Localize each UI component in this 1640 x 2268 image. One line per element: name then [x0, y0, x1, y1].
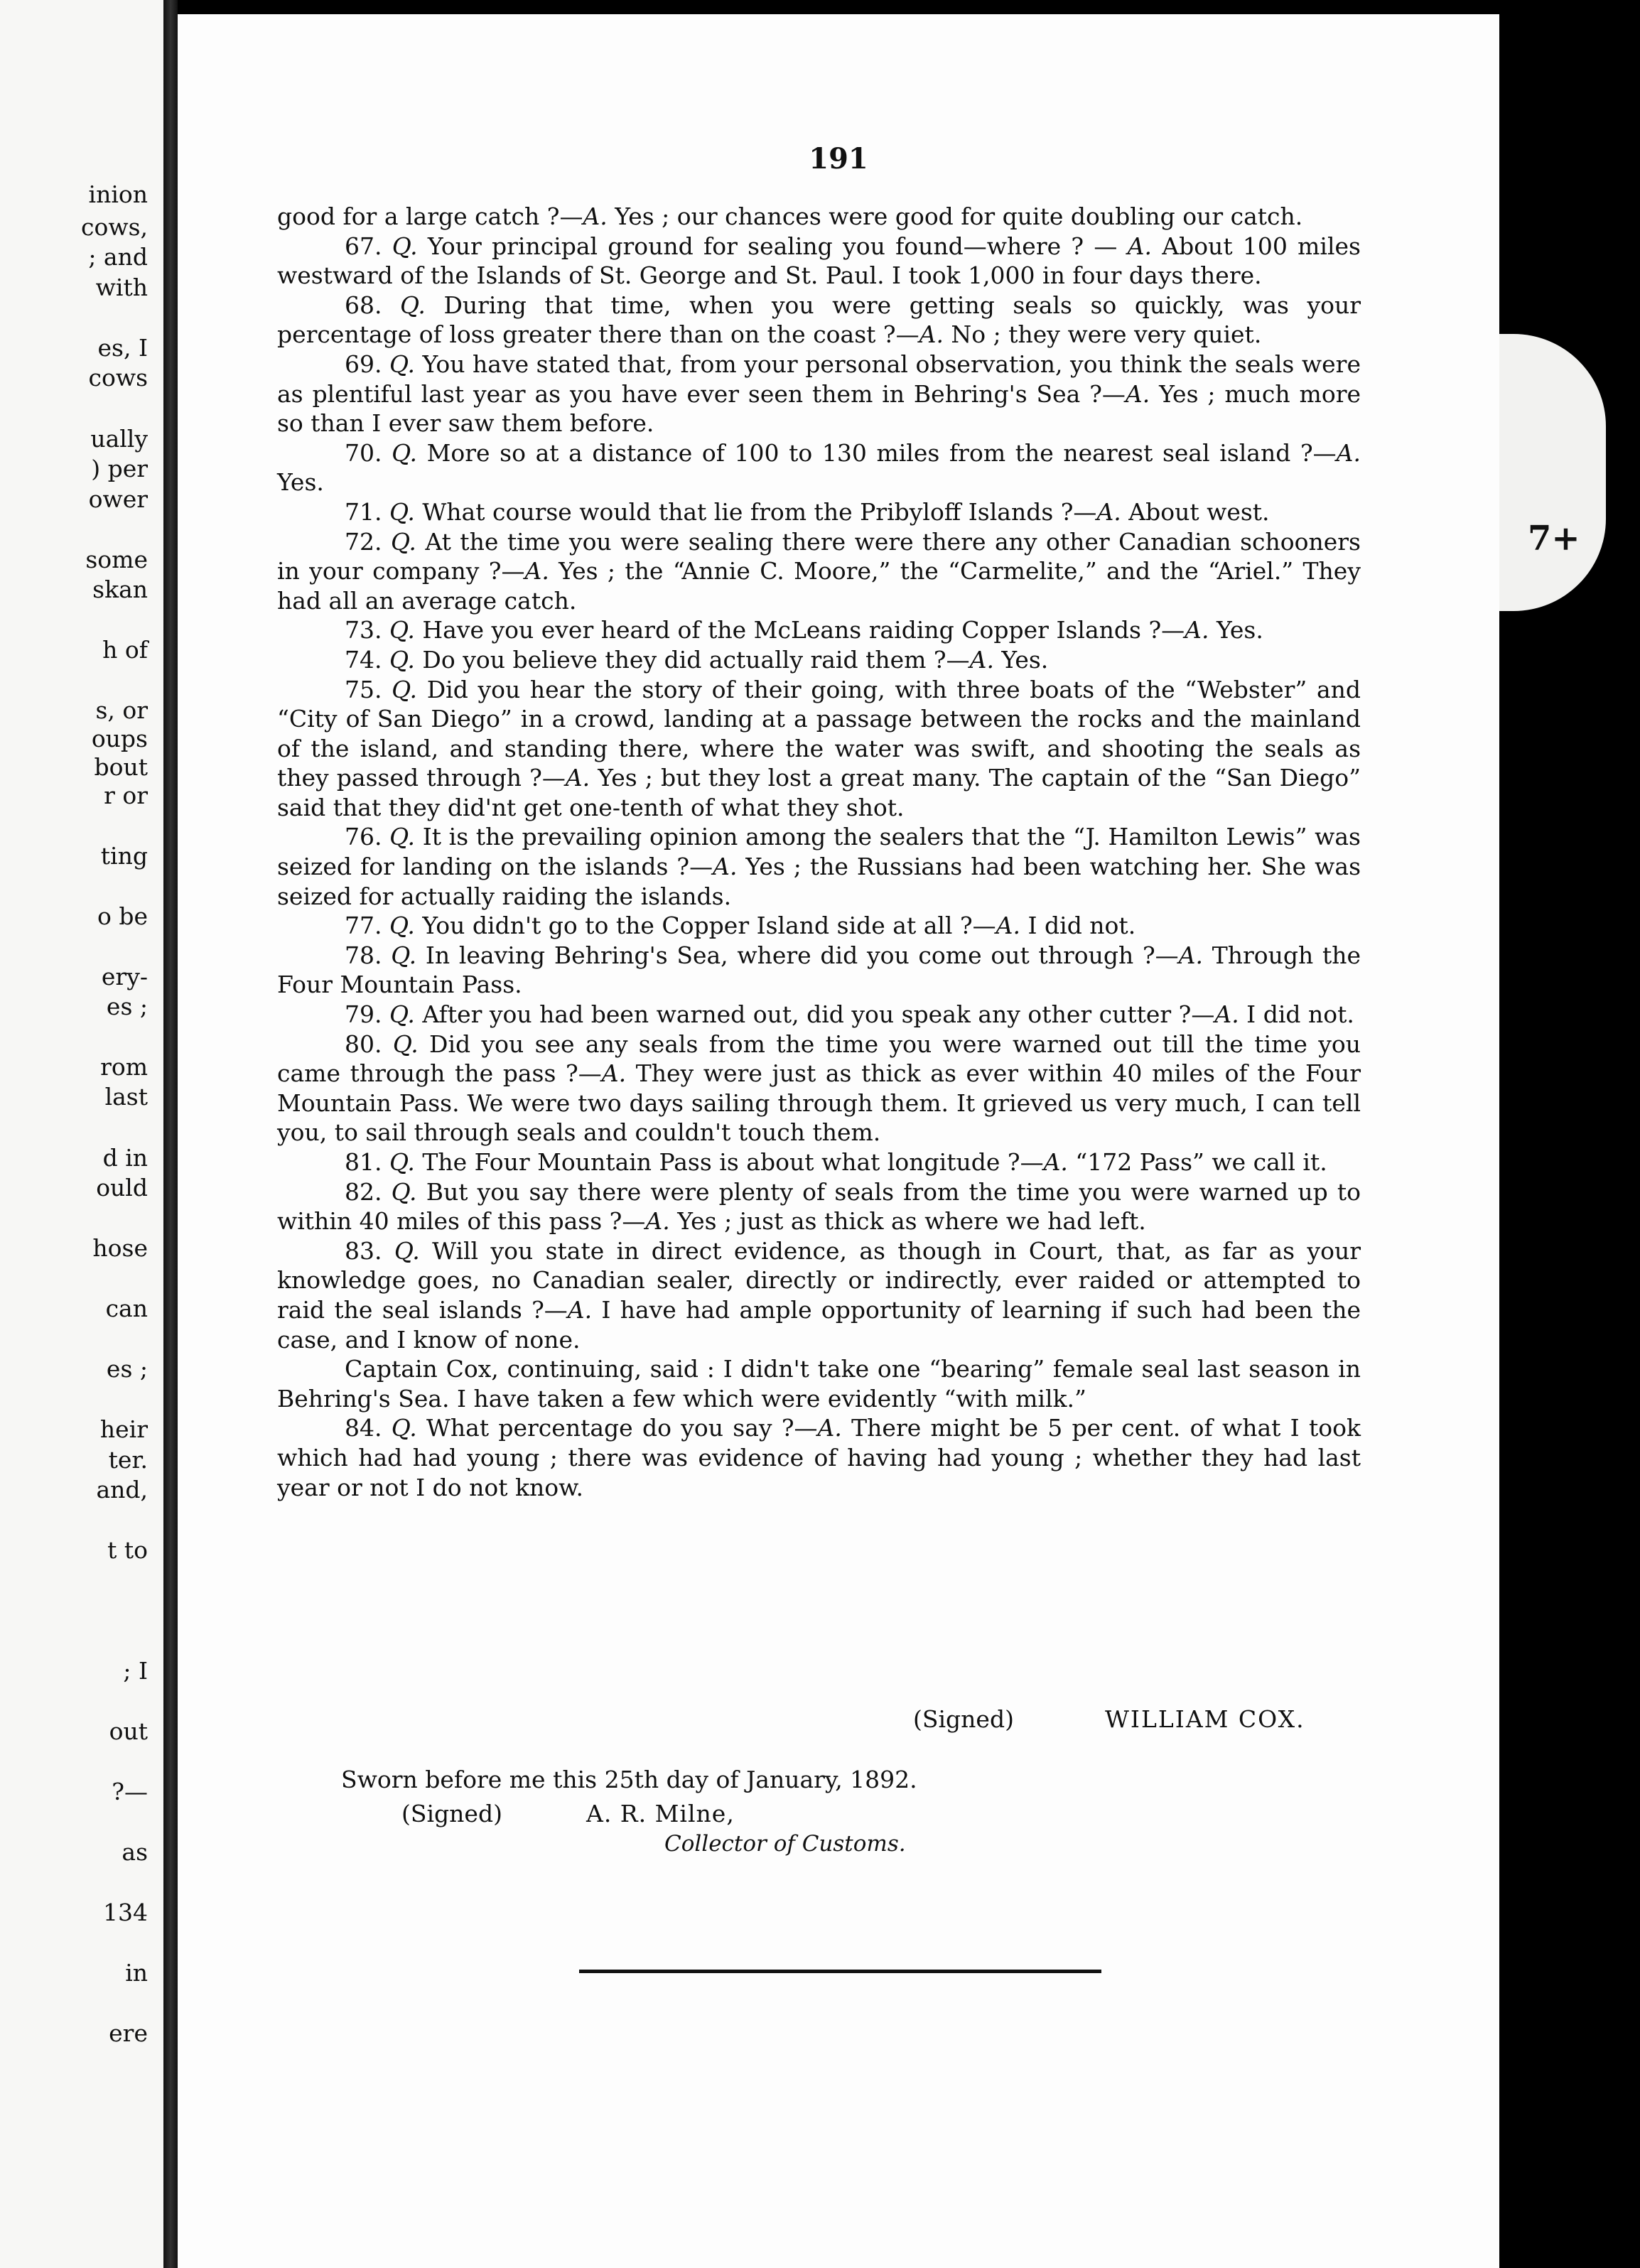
sworn-statement: Sworn before me this 25th day of January, 1892.	[341, 1766, 917, 1793]
signature-row	[178, 1705, 1499, 1741]
paragraph	[277, 527, 1361, 616]
paragraph-text: 67.	[345, 232, 392, 260]
paragraph-text: The Four Mountain Pass is about what longitude ?—	[414, 1148, 1044, 1176]
speaker-marker: A.	[1125, 379, 1150, 408]
speaker-marker: Q.	[394, 1236, 420, 1265]
paragraph-text: 80.	[345, 1030, 393, 1058]
speaker-marker: A.	[1178, 941, 1203, 969]
paragraph-text: I have had ample opportunity of learning if such had been the case, and I know of none.	[277, 1295, 1361, 1354]
paragraph-text: Yes ; much more so than I ever saw them before.	[277, 379, 1361, 438]
paragraph	[277, 202, 1361, 232]
left-page-text-fragment: r or	[104, 782, 148, 809]
paragraph	[277, 1236, 1361, 1354]
paragraph-text: Yes ; the Russians had been watching her. She was seized for actually raiding the islands.	[277, 853, 1361, 910]
paragraph-text: There might be 5 per cent. of what I took which had had young ; there was evidence of having had young ; whether they had last year or not I do not know.	[277, 1414, 1361, 1501]
speaker-marker: Q.	[389, 912, 415, 940]
speaker-marker: A.	[713, 853, 738, 881]
left-page-text-fragment: bout	[94, 753, 148, 781]
left-page-text-fragment: with	[95, 274, 148, 301]
speaker-marker: Q.	[389, 1148, 415, 1176]
left-page-text-fragment: ould	[96, 1174, 148, 1202]
paragraph-text: 83.	[345, 1236, 394, 1265]
speaker-marker: Q.	[400, 291, 426, 319]
paragraph-text: 84.	[345, 1414, 392, 1442]
page-gutter	[163, 0, 178, 2268]
speaker-marker: A.	[524, 557, 549, 585]
paragraph-text: 75.	[345, 675, 392, 703]
paragraph-text: “172 Pass” we call it.	[1067, 1148, 1327, 1176]
paragraph-text: Yes.	[993, 645, 1049, 674]
speaker-marker: Q.	[389, 616, 415, 644]
paragraph-text: Captain Cox, continuing, said : I didn't take one “bearing” female seal last season in Behring's Sea. I have taken a few which were evidently “with milk.”	[277, 1355, 1361, 1413]
left-page-text-fragment: es ;	[106, 993, 148, 1020]
left-page-text-fragment: inion	[88, 180, 148, 208]
left-page-text-fragment: last	[104, 1083, 148, 1111]
paragraph-text: 71.	[345, 497, 389, 526]
sworn-signed-label: (Signed)	[401, 1800, 502, 1827]
left-page-text-fragment: 134	[103, 1899, 148, 1926]
paragraph-text: Yes.	[277, 468, 324, 497]
paragraph	[277, 911, 1361, 941]
closing-rule	[579, 1970, 1101, 1973]
left-page-text-fragment: h of	[102, 636, 148, 664]
speaker-marker: A.	[969, 645, 994, 674]
speaker-marker: A.	[1096, 497, 1121, 526]
paragraph	[277, 497, 1361, 527]
paragraph-text: 81.	[345, 1148, 389, 1176]
left-page-text-fragment: t to	[107, 1536, 148, 1564]
paragraph-text: Yes ; our chances were good for quite doubling our catch.	[607, 202, 1303, 230]
paragraph-text: In leaving Behring's Sea, where did you come out through ?—	[416, 941, 1179, 969]
paragraph-text: About 100 miles westward of the Islands of St. George and St. Paul. I took 1,000 in four days there.	[277, 232, 1361, 290]
paragraph-text: 74.	[345, 645, 389, 674]
paragraph	[277, 941, 1361, 1000]
tab-label: 7+	[1528, 519, 1580, 558]
left-page-text-fragment: as	[122, 1838, 148, 1866]
paragraph-text: At the time you were sealing there were there any other Canadian schooners in your company ?—	[277, 527, 1361, 585]
paragraph	[277, 350, 1361, 438]
left-page-text-fragment: oups	[91, 725, 148, 752]
speaker-marker: Q.	[389, 497, 415, 526]
paragraph-text: What course would that lie from the Pribyloff Islands ?—	[414, 497, 1097, 526]
paragraph	[277, 1030, 1361, 1148]
left-page-text-fragment: skan	[92, 576, 148, 603]
speaker-marker: A.	[1043, 1148, 1068, 1176]
left-page-text-fragment: rom	[100, 1053, 148, 1081]
paragraph	[277, 438, 1361, 497]
signature-label: (Signed)	[913, 1705, 1014, 1733]
paragraph-text: You have stated that, from your personal observation, you think the seals were as plentiful last year as you have ever seen them in Behring's Sea ?—	[277, 350, 1361, 408]
page-tab	[1499, 334, 1606, 611]
paragraph-text: You didn't go to the Copper Island side at all ?—	[414, 912, 996, 940]
paragraph-text: Do you believe they did actually raid them ?—	[414, 645, 970, 674]
speaker-marker: Q.	[391, 1177, 417, 1206]
speaker-marker: Q.	[389, 645, 415, 674]
paragraph-text: Did you see any seals from the time you were warned out till the time you came through the pass ?—	[277, 1030, 1361, 1088]
speaker-marker: A.	[919, 320, 944, 349]
speaker-marker: Q.	[391, 941, 417, 969]
paragraph-text: 70.	[345, 438, 392, 467]
paragraph	[277, 291, 1361, 350]
speaker-marker: A.	[1336, 438, 1361, 467]
speaker-marker: Q.	[391, 1414, 417, 1442]
speaker-marker: Q.	[392, 438, 417, 467]
paragraph-text: 79.	[345, 1000, 389, 1029]
speaker-marker: Q.	[389, 1000, 415, 1029]
left-page-fragment	[0, 0, 163, 2268]
paragraph	[277, 1000, 1361, 1030]
paragraph-text: good for a large catch ?—	[277, 202, 583, 230]
paragraph	[277, 675, 1361, 823]
paragraph-text: 68.	[345, 291, 401, 319]
left-page-text-fragment: d in	[102, 1144, 148, 1172]
left-page-text-fragment: ting	[100, 842, 148, 870]
paragraph-text: I did not.	[1239, 1000, 1354, 1029]
left-page-text-fragment: ery-	[101, 963, 148, 990]
paragraph-text: Your principal ground for sealing you found—where ? —	[417, 232, 1128, 260]
paragraph	[277, 1354, 1361, 1413]
paragraph-text: 76.	[345, 823, 390, 851]
paragraph-text: It is the prevailing opinion among the sealers that the “J. Hamilton Lewis” was seized for landing on the islands ?—	[277, 823, 1361, 881]
paragraph-text: 78.	[345, 941, 392, 969]
paragraph-text: Will you state in direct evidence, as though in Court, that, as far as your knowledge goes, no Canadian sealer, directly or indirectly, ever raided or attempted to raid the seal islands ?—	[277, 1236, 1361, 1324]
left-page-text-fragment: some	[85, 546, 148, 573]
paragraph-text: Yes ; just as thick as where we had left.	[669, 1207, 1146, 1236]
speaker-marker: A.	[1185, 616, 1209, 644]
left-page-text-fragment: es ;	[106, 1355, 148, 1383]
paragraph	[277, 615, 1361, 645]
speaker-marker: A.	[996, 912, 1020, 940]
left-page-text-fragment: hose	[92, 1234, 148, 1262]
paragraph-text: What percentage do you say ?—	[416, 1414, 818, 1442]
paragraph-text: Did you hear the story of their going, with three boats of the “Webster” and “City of San Diego” in a crowd, landing at a passage between the rocks and the mainland of the island, and standing there, where the water was swift, and shooting the seals as they passed through ?—	[277, 675, 1361, 792]
paragraph-text: Through the Four Mountain Pass.	[277, 941, 1361, 999]
paragraph	[277, 232, 1361, 291]
paragraph-text: During that time, when you were getting seals so quickly, was your percentage of loss greater there than on the coast ?—	[277, 291, 1361, 349]
left-page-text-fragment: cows,	[80, 213, 148, 241]
paragraph-text: 69.	[345, 350, 390, 378]
collector-name: A. R. Milne,	[586, 1800, 735, 1827]
left-page-text-fragment: and,	[96, 1476, 148, 1503]
speaker-marker: A.	[567, 1295, 593, 1324]
left-page-text-fragment: ower	[88, 485, 148, 513]
speaker-marker: A.	[817, 1414, 842, 1442]
speaker-marker: Q.	[392, 232, 418, 260]
paragraph-text: No ; they were very quiet.	[943, 320, 1262, 349]
collector-title: Collector of Customs.	[664, 1831, 906, 1857]
testimony-body	[277, 202, 1361, 1502]
paragraph-text: They were just as thick as ever within 40 miles of the Four Mountain Pass. We were two days sailing through them. It grieved us very much, I can tell you, to sail through seals and couldn't touch them.	[277, 1059, 1361, 1147]
page-number: 191	[809, 142, 868, 176]
paragraph-text: After you had been warned out, did you speak any other cutter ?—	[414, 1000, 1215, 1029]
left-page-text-fragment: ; I	[123, 1657, 148, 1685]
paragraph	[277, 1413, 1361, 1502]
left-page-text-fragment: ere	[109, 2019, 148, 2047]
speaker-marker: A.	[645, 1207, 670, 1236]
paragraph-text: Yes.	[1209, 616, 1263, 644]
left-page-text-fragment: s, or	[95, 696, 148, 724]
left-page-text-fragment: o be	[97, 902, 148, 930]
paragraph-text: But you say there were plenty of seals from the time you were warned up to within 40 miles of this pass ?—	[277, 1177, 1361, 1236]
left-page-text-fragment: ?—	[112, 1778, 148, 1805]
paragraph-text: Yes ; but they lost a great many. The captain of the “San Diego” said that they did'nt get one-tenth of what they shot.	[277, 764, 1361, 821]
paragraph	[277, 1177, 1361, 1236]
speaker-marker: A.	[565, 764, 590, 792]
paragraph-text: More so at a distance of 100 to 130 miles from the nearest seal island ?—	[417, 438, 1337, 467]
speaker-marker: A.	[1214, 1000, 1239, 1029]
left-page-text-fragment: cows	[88, 364, 148, 392]
paragraph-text: 82.	[345, 1177, 392, 1206]
paragraph	[277, 822, 1361, 911]
speaker-marker: A.	[601, 1059, 627, 1088]
left-page-text-fragment: ter.	[108, 1446, 148, 1474]
paragraph	[277, 1148, 1361, 1177]
left-page-text-fragment: ) per	[91, 455, 148, 482]
signatory-name: WILLIAM COX.	[1105, 1705, 1305, 1733]
document-page	[178, 14, 1499, 2268]
left-page-text-fragment: es, I	[97, 334, 148, 362]
speaker-marker: Q.	[392, 1030, 419, 1058]
paragraph-text: Have you ever heard of the McLeans raiding Copper Islands ?—	[414, 616, 1185, 644]
left-page-text-fragment: can	[105, 1295, 148, 1322]
paragraph-text: 72.	[345, 527, 391, 556]
speaker-marker: A.	[1127, 232, 1152, 260]
speaker-marker: Q.	[389, 823, 416, 851]
speaker-marker: Q.	[389, 350, 415, 378]
speaker-marker: Q.	[390, 527, 416, 556]
paragraph	[277, 645, 1361, 675]
left-page-text-fragment: heir	[99, 1415, 148, 1443]
left-page-text-fragment: ; and	[88, 243, 148, 271]
left-page-text-fragment: out	[109, 1717, 148, 1745]
paragraph-text: 77.	[345, 912, 389, 940]
paragraph-text: Yes ; the “Annie C. Moore,” the “Carmelite,” and the “Ariel.” They had all an average catch.	[277, 557, 1361, 615]
paragraph-text: 73.	[345, 616, 389, 644]
paragraph-text: I did not.	[1020, 912, 1136, 940]
paragraph-text: About west.	[1121, 497, 1270, 526]
speaker-marker: Q.	[392, 675, 418, 703]
speaker-marker: A.	[583, 202, 608, 230]
left-page-text-fragment: ually	[90, 425, 148, 453]
left-page-text-fragment: in	[125, 1959, 148, 1987]
